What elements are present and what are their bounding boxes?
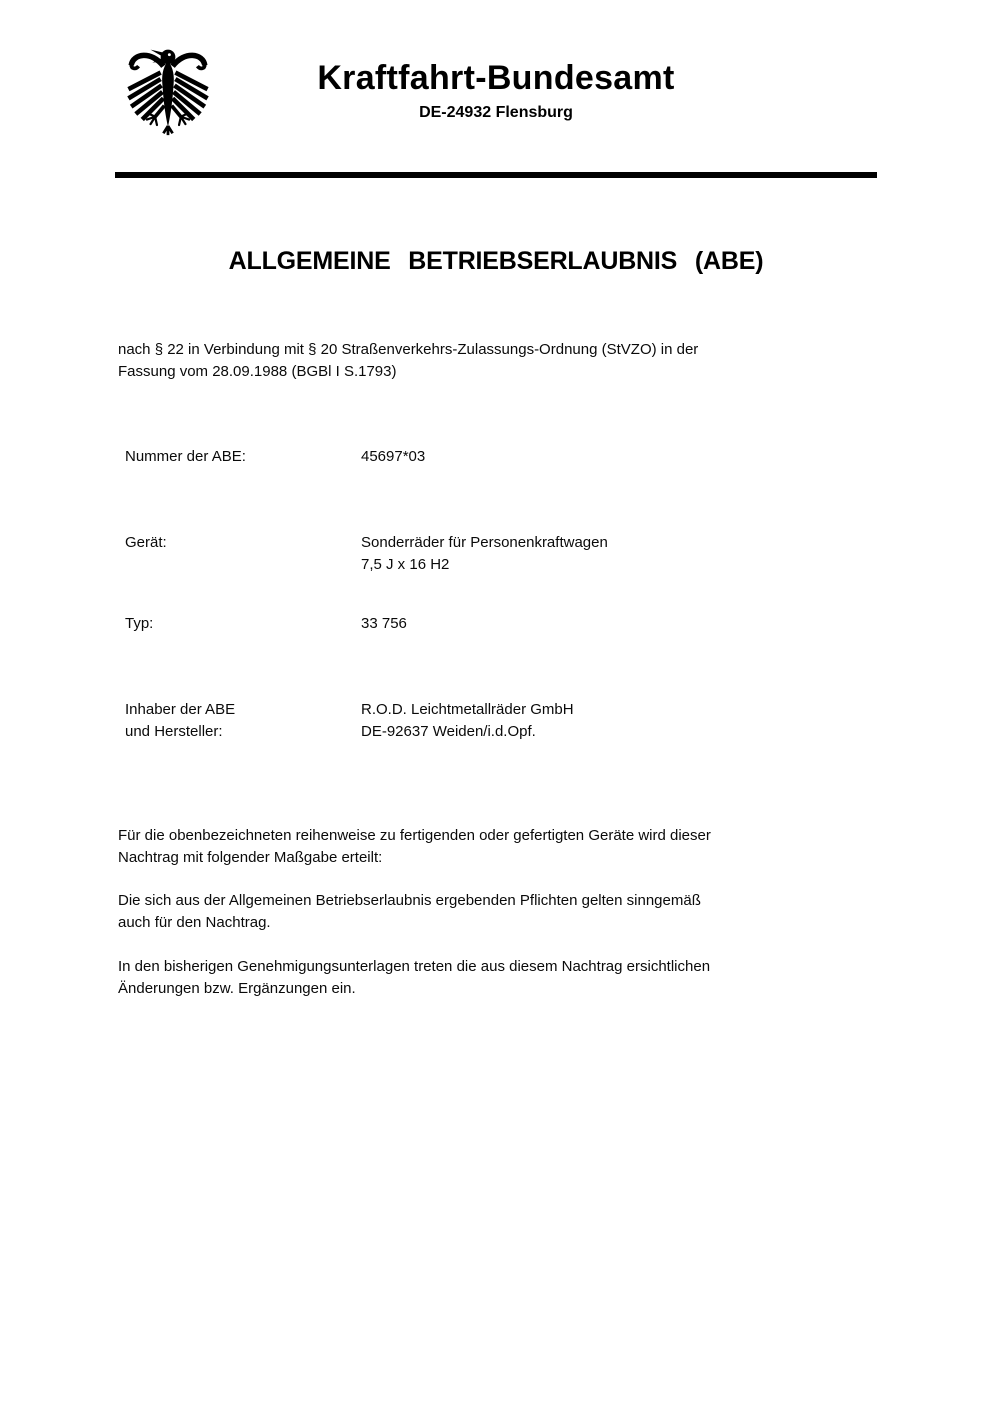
legal-basis-paragraph — [118, 339, 858, 383]
paragraph-grant-line2: Nachtrag mit folgender Maßgabe erteilt: — [118, 849, 383, 866]
holder-value-line1: R.O.D. Leichtmetallräder GmbH — [361, 701, 574, 718]
paragraph-obligations — [118, 890, 863, 934]
paragraph-grant — [118, 825, 863, 869]
field-value-device — [361, 532, 881, 576]
field-label-type: Typ: — [125, 615, 154, 632]
agency-location: DE-24932 Flensburg — [419, 104, 573, 121]
field-value-abe-number: 45697*03 — [361, 448, 426, 465]
holder-label-line1: Inhaber der ABE — [125, 701, 236, 718]
agency-name: Kraftfahrt-Bundesamt — [317, 59, 675, 97]
header-divider — [115, 172, 877, 178]
field-label-abe-number: Nummer der ABE: — [125, 448, 246, 465]
paragraph-amendments-line2: Änderungen bzw. Ergänzungen ein. — [118, 980, 356, 997]
paragraph-obligations-line2: auch für den Nachtrag. — [118, 914, 271, 931]
paragraph-amendments — [118, 956, 863, 1000]
device-value-line2: 7,5 J x 16 H2 — [361, 556, 450, 573]
document-title: ALLGEMEINE BETRIEBSERLAUBNIS (ABE) — [228, 247, 764, 275]
field-value-holder — [361, 699, 881, 743]
paragraph-obligations-line1: Die sich aus der Allgemeinen Betriebserlaubnis ergebenden Pflichten gelten sinngemäß — [118, 892, 701, 909]
field-value-type: 33 756 — [361, 615, 407, 632]
field-label-device: Gerät: — [125, 534, 167, 551]
holder-label-line2: und Hersteller: — [125, 723, 223, 740]
legal-basis-line2: Fassung vom 28.09.1988 (BGBl I S.1793) — [118, 363, 397, 380]
legal-basis-line1: nach § 22 in Verbindung mit § 20 Straßenverkehrs-Zulassungs-Ordnung (StVZO) in der — [118, 341, 699, 358]
field-label-holder — [125, 699, 355, 743]
device-value-line1: Sonderräder für Personenkraftwagen — [361, 534, 608, 551]
holder-value-line2: DE-92637 Weiden/i.d.Opf. — [361, 723, 536, 740]
paragraph-amendments-line1: In den bisherigen Genehmigungsunterlagen treten die aus diesem Nachtrag ersichtlichen — [118, 958, 711, 975]
paragraph-grant-line1: Für die obenbezeichneten reihenweise zu fertigenden oder gefertigten Geräte wird dieser — [118, 827, 711, 844]
